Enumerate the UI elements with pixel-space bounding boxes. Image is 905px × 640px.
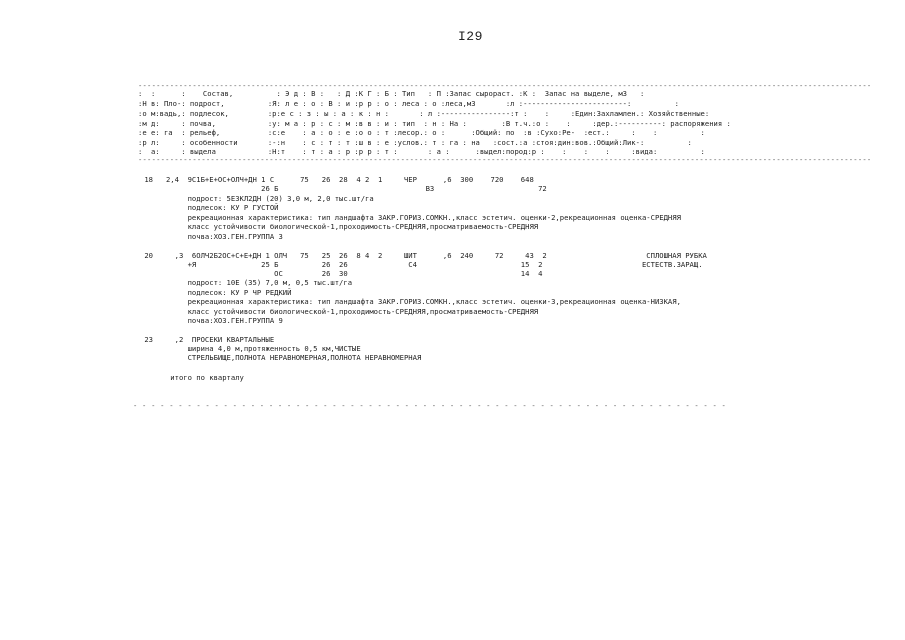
record-line: 23 ,2 ПРОСЕКИ КВАРТАЛЬНЫЕ <box>140 335 275 344</box>
header-line-6: :р л: : особенности :-:н : с : т : т :ш в : е :услов.: т : га : на :сост.:а :стоя:дин:вов.:Общий:Лик-: : <box>138 138 692 147</box>
header-line-7: : а: : выдела :Н:т : т : а : р :р р : т : : а : :выдел:пород:р : : : : :вида: : <box>138 147 705 156</box>
record-line: подрост: 10Е (35) 7,0 м, 0,5 тыс.шт/га <box>140 278 353 287</box>
record-line: класс устойчивости биологической-1,проходимость-СРЕДНЯЯ,просматриваемость-СРЕДНЯЯ <box>140 222 539 231</box>
header-line-1: : : : Состав, : Э д : В : : Д :К Г : Б : Тип : П :Запас сырораст. :К : Запас на выделе, м3 : <box>138 89 645 98</box>
record-line: ОС 26 30 14 4 <box>140 269 543 278</box>
record-line: почва:ХОЗ.ГЕН.ГРУППА 3 <box>140 232 283 241</box>
quarter-total-label: итого по кварталу <box>140 373 244 382</box>
record-line: 18 2,4 9С1Б+Е+ОС+ОЛЧ+ДН 1 С 75 26 28 4 2 1 ЧЕР ,6 300 720 648 <box>140 175 534 184</box>
record-line: подлесок: КУ Р ГУСТОЙ <box>140 203 279 212</box>
record-line: +Я 25 Б 26 26 С4 15 2 ЕСТЕСТВ.ЗАРАЩ. <box>140 260 703 269</box>
record-line: подлесок: КУ Р ЧР РЕДКИЙ <box>140 288 292 297</box>
record-line: СТРЕЛЬБИЩЕ,ПОЛНОТА НЕРАВНОМЕРНАЯ,ПОЛНОТА НЕРАВНОМЕРНАЯ <box>140 353 422 362</box>
record-line: 20 ,3 6ОЛЧ2Б2ОС+С+Е+ДН 1 ОЛЧ 75 25 26 8 4 2 ШИТ ,6 240 72 43 2 СПЛОШНАЯ РУБКА <box>140 251 707 260</box>
section-bottom-rule: - - - - - - - - - - - - - - - - - - - - - - - - - - - - - - - - - - - - - - - - - - - - - - - - - - - - - - - - - - - - - - - - - - <box>133 401 727 410</box>
page-number: I29 <box>458 29 483 44</box>
record-line: 26 Б В3 72 <box>140 184 547 193</box>
header-line-5: :е е: га : рельеф, :с:е : а : о : е :о о : т :лесор.: о : :Общий: по :в :Сухо:Ре- :ест.: : : : <box>138 128 705 137</box>
header-line-3: :о м:вадь,: подлесок, :р:е с : з : ы : а : к : н : : л :----------------:т : : :Един:Захламлен.: Хозяйственные: <box>138 109 710 118</box>
record-line: рекреационная характеристика: тип ландшафта ЗАКР.ГОРИЗ.СОМКН.,класс эстетич. оценки-2,рекреационная оценка-СРЕДНЯЯ <box>140 213 681 222</box>
header-line-2: :Н в: Пло-: подрост, :Я: л е : о : В : и :р р : о : леса : о :леса,м3 :л :------------------------: : <box>138 99 679 108</box>
record-line: рекреационная характеристика: тип ландшафта ЗАКР.ГОРИЗ.СОМКН.,класс эстетич. оценки-3,рекреационная оценка-НИЗКАЯ, <box>140 297 681 306</box>
table-header-bottom-rule: ------------------------------------------------------------------------------------------------------------------------------------------------------------------ <box>138 155 872 164</box>
record-line: подрост: 5Е3КЛ2ДН (20) 3,0 м, 2,0 тыс.шт/га <box>140 194 374 203</box>
record-line: почва:ХОЗ.ГЕН.ГРУППА 9 <box>140 316 283 325</box>
record-line: ширина 4,0 м,протяженность 0,5 км,ЧИСТЫЕ <box>140 344 361 353</box>
table-header-top-rule: ------------------------------------------------------------------------------------------------------------------------------------------------------------------ <box>138 81 872 90</box>
record-line: класс устойчивости биологической-1,проходимость-СРЕДНЯЯ,просматриваемость-СРЕДНЯЯ <box>140 307 539 316</box>
header-line-4: :м д: : почва, :у: м а : р : с : м :в в : и : тип : н : На : :В т.ч.:о : : :дер.:----------: распоряжения : <box>138 119 731 128</box>
